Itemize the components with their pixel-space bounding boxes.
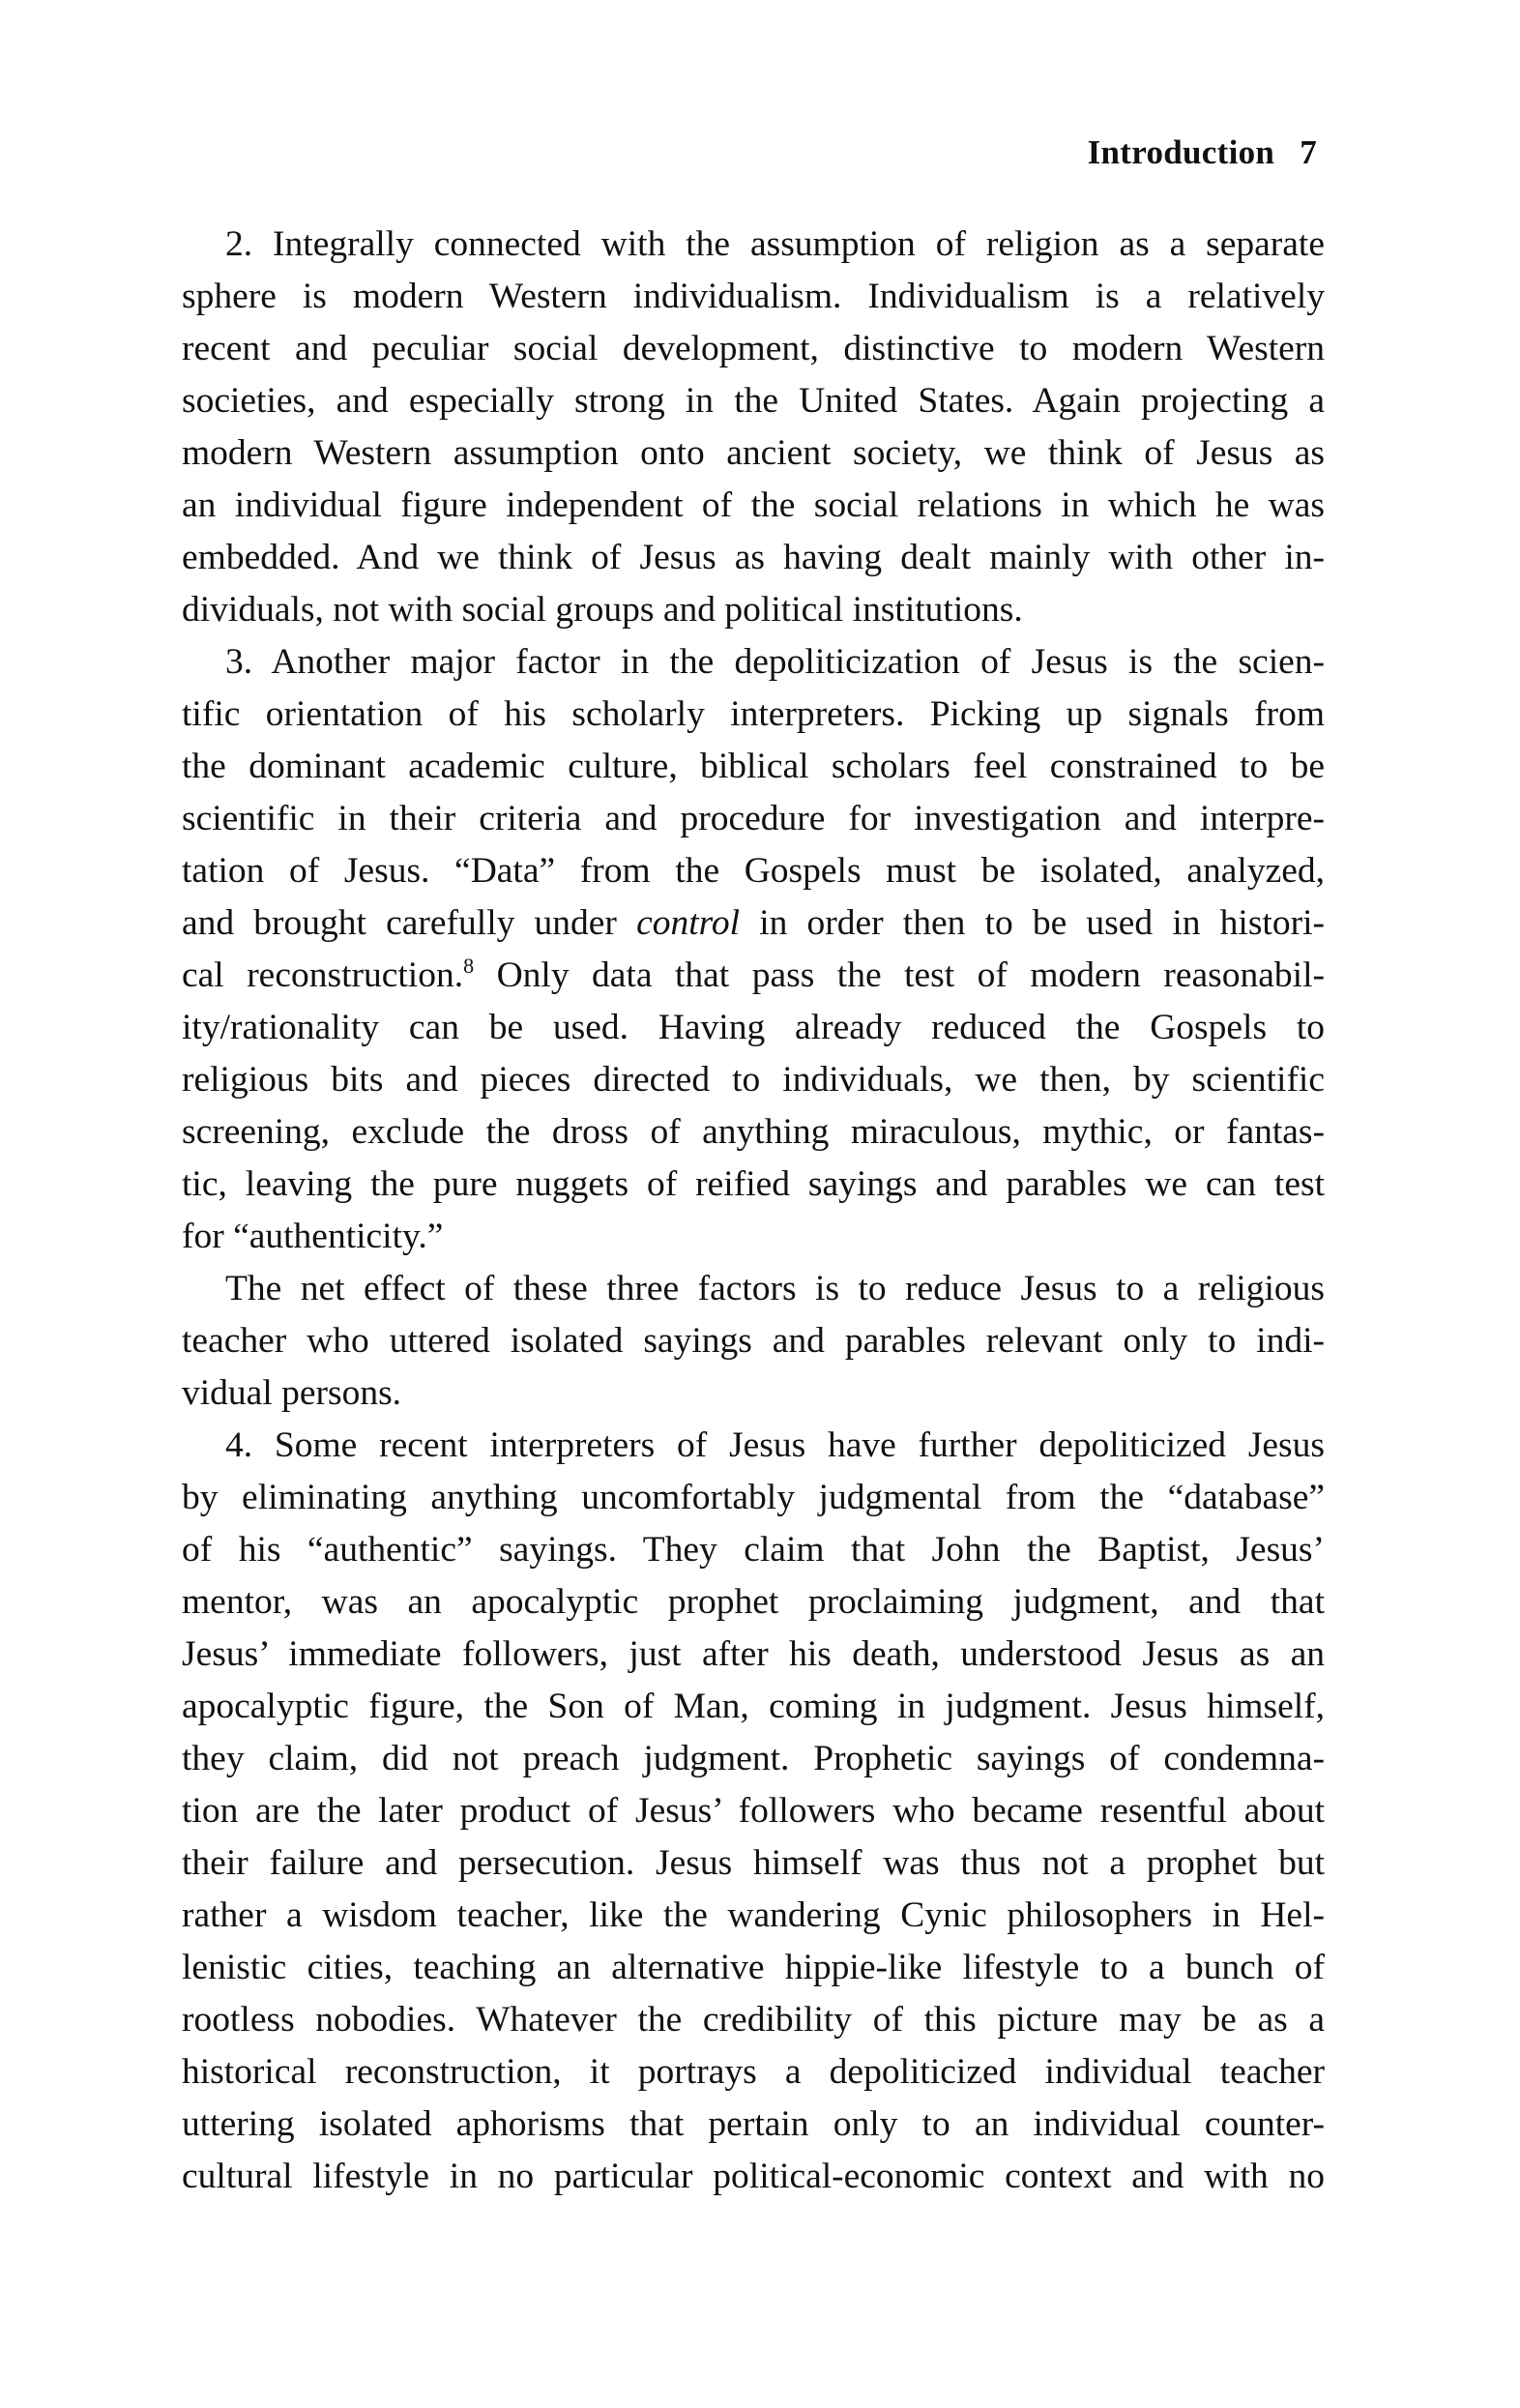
text-line: 3. Another major factor in the depoliticization of Jesus is the scien- xyxy=(225,642,1325,682)
text-line: 2. Integrally connected with the assumption of religion as a separate xyxy=(225,224,1325,264)
text-line: tion are the later product of Jesus’ followers who became resentful about xyxy=(182,1791,1325,1831)
running-head xyxy=(1088,133,1317,172)
text-run: Only data that pass the test of modern reasonabil- xyxy=(474,955,1325,995)
text-line: lenistic cities, teaching an alternative hippie-like lifestyle to a bunch of xyxy=(182,1948,1325,1987)
text-line: tic, leaving the pure nuggets of reified sayings and parables we can test xyxy=(182,1164,1325,1204)
paragraph-individualism xyxy=(182,219,1325,636)
text-line: uttering isolated aphorisms that pertain only to an individual counter- xyxy=(182,2104,1325,2144)
paragraph-net-effect xyxy=(182,1263,1325,1420)
text-line: by eliminating anything uncomfortably judgmental from the “database” xyxy=(182,1478,1325,1517)
text-line: they claim, did not preach judgment. Prophetic sayings of condemna- xyxy=(182,1739,1325,1778)
text-line: cultural lifestyle in no particular political-economic context and with no xyxy=(182,2157,1325,2196)
text-line: an individual figure independent of the social relations in which he was xyxy=(182,485,1325,525)
text-line: of his “authentic” sayings. They claim that John the Baptist, Jesus’ xyxy=(182,1530,1325,1570)
text-line: dividuals, not with social groups and political institutions. xyxy=(182,590,1023,630)
paragraph-recent-interpreters xyxy=(182,1420,1325,2203)
text-line: vidual persons. xyxy=(182,1373,402,1413)
text-line: recent and peculiar social development, distinctive to modern Western xyxy=(182,329,1325,368)
text-line: screening, exclude the dross of anything miraculous, mythic, or fantas- xyxy=(182,1112,1325,1152)
text-line-with-italic xyxy=(182,897,1325,950)
paragraph-scientific-orientation xyxy=(182,636,1325,1263)
text-line: the dominant academic culture, biblical scholars feel constrained to be xyxy=(182,747,1325,786)
text-line: sphere is modern Western individualism. Individualism is a relatively xyxy=(182,277,1325,316)
text-line: historical reconstruction, it portrays a depoliticized individual teacher xyxy=(182,2052,1325,2092)
italic-word: control xyxy=(636,903,741,943)
footnote-marker[interactable]: 8 xyxy=(463,954,475,978)
body-text xyxy=(182,219,1325,2203)
text-run: in order then to be used in histori- xyxy=(740,903,1325,943)
text-line: religious bits and pieces directed to individuals, we then, by scientific xyxy=(182,1060,1325,1100)
text-line: tation of Jesus. “Data” from the Gospels must be isolated, analyzed, xyxy=(182,851,1325,891)
text-line: societies, and especially strong in the United States. Again projecting a xyxy=(182,381,1325,421)
text-run: cal reconstruction. xyxy=(182,955,464,995)
text-line: for “authenticity.” xyxy=(182,1217,444,1256)
text-line: rootless nobodies. Whatever the credibility of this picture may be as a xyxy=(182,2000,1325,2040)
text-line: 4. Some recent interpreters of Jesus have further depoliticized Jesus xyxy=(225,1425,1325,1465)
text-line: their failure and persecution. Jesus himself was thus not a prophet but xyxy=(182,1843,1325,1883)
section-title: Introduction xyxy=(1087,133,1275,171)
text-line-with-footnote xyxy=(182,950,1325,1002)
text-run: and brought carefully under xyxy=(182,903,637,943)
text-line: modern Western assumption onto ancient society, we think of Jesus as xyxy=(182,433,1325,473)
text-line: apocalyptic figure, the Son of Man, coming in judgment. Jesus himself, xyxy=(182,1687,1325,1726)
text-line: scientific in their criteria and procedure for investigation and interpre- xyxy=(182,799,1325,838)
text-line: tific orientation of his scholarly interpreters. Picking up signals from xyxy=(182,694,1325,734)
text-line: teacher who uttered isolated sayings and parables relevant only to indi- xyxy=(182,1321,1325,1361)
text-line: embedded. And we think of Jesus as having dealt mainly with other in- xyxy=(182,538,1325,577)
text-line: Jesus’ immediate followers, just after his death, understood Jesus as an xyxy=(182,1634,1325,1674)
text-line: mentor, was an apocalyptic prophet proclaiming judgment, and that xyxy=(182,1582,1325,1622)
text-line: rather a wisdom teacher, like the wandering Cynic philosophers in Hel- xyxy=(182,1895,1325,1935)
page-number: 7 xyxy=(1300,133,1317,171)
text-line: ity/rationality can be used. Having already reduced the Gospels to xyxy=(182,1008,1325,1047)
text-line: The net effect of these three factors is to reduce Jesus to a religious xyxy=(225,1269,1325,1308)
